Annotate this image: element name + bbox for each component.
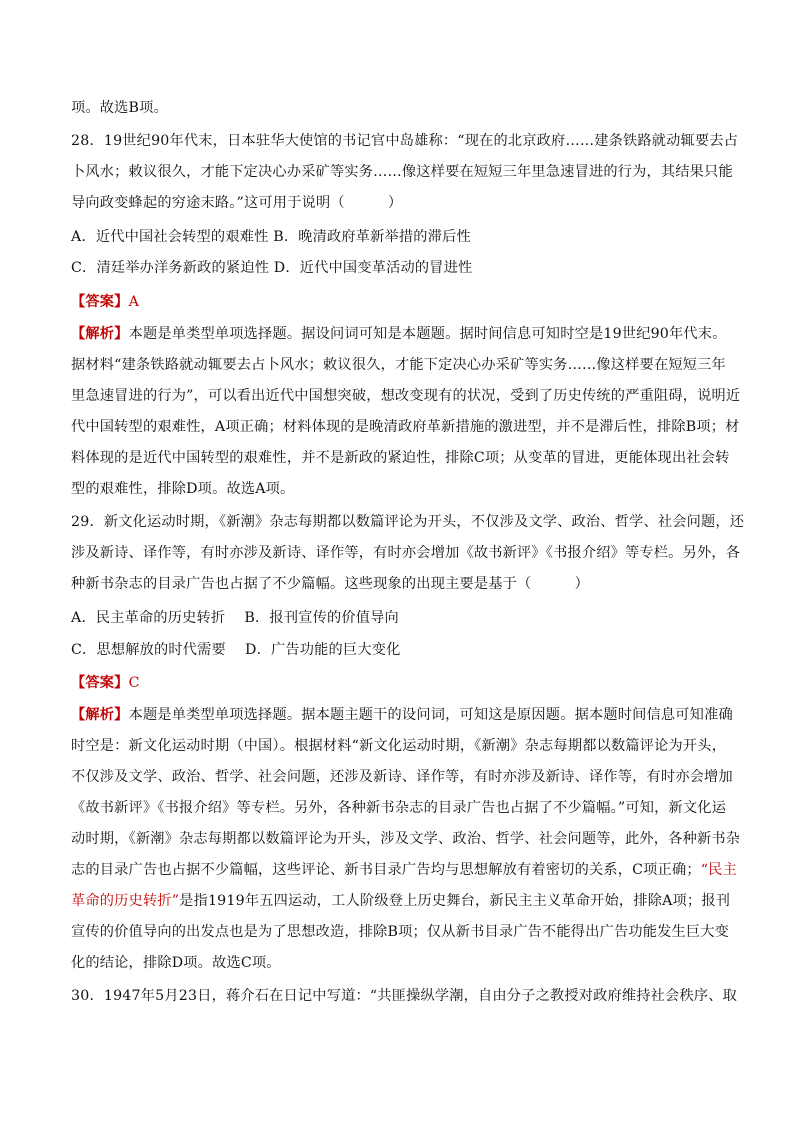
highlighted-quote: 革命的历史转折” <box>71 893 180 909</box>
analysis-text: 是指1919年五四运动，工人阶级登上历史舞台，新民主主义革命开始，排除A项；报刊 <box>179 893 731 909</box>
analysis-28 <box>71 324 727 344</box>
answer-value: A <box>128 294 140 310</box>
question-28-options: A．近代中国社会转型的艰难性 B．晚清政府革新举措的滞后性 <box>71 229 471 245</box>
question-28-stem: 卜风水；敕议很久，才能下定决心办采矿等实务……像这样要在短短三年里急速冒进的行为，其结果只能 <box>71 164 733 180</box>
analysis-28: 型的艰难性，排除D项。故选A项。 <box>71 481 295 497</box>
answer-value: C <box>128 675 140 691</box>
analysis-29: 不仅涉及文学、政治、哲学、社会问题，还涉及新诗、译作等，有时亦涉及新诗、译作等，有时亦会增加 <box>71 769 733 785</box>
analysis-28: 据材料“建条铁路就动辄要去占卜风水；敕议很久，才能下定决心办采矿等实务……像这样要在短短三年 <box>71 357 726 373</box>
analysis-28: 代中国转型的艰难性，A项正确；材料体现的是晚清政府革新措施的激进型，并不是滞后性，排除B项；材 <box>71 419 740 435</box>
highlighted-quote: “民主 <box>700 862 737 878</box>
question-29-options: A．民主革命的历史转折 B．报刊宣传的价值导向 <box>71 610 399 626</box>
question-30-stem: 30．1947年5月23日，蒋介石在日记中写道：“共匪操纵学潮，自由分子之教授对政府维持社会秩序、取 <box>71 988 737 1004</box>
analysis-text: 志的目录广告也占据不少篇幅，这些评论、新书目录广告均与思想解放有着密切的关系，C项正确； <box>71 862 701 878</box>
text-line: 项。故选B项。 <box>71 100 168 116</box>
analysis-29 <box>71 705 733 725</box>
answer-label: 【答案】 <box>71 294 129 310</box>
answer-28 <box>71 292 139 312</box>
analysis-29 <box>71 860 737 880</box>
analysis-28: 料体现的是近代中国转型的艰难性，并不是新政的紧迫性，排除C项；从变革的冒进，更能体现出社会转 <box>71 450 730 466</box>
question-28-stem: 28．19世纪90年代末，日本驻华大使馆的书记官中岛雄称：“现在的北京政府……建条铁路就动辄要去占 <box>71 133 739 149</box>
question-29-stem: 29．新文化运动时期，《新潮》杂志每期都以数篇评论为开头，不仅涉及文学、政治、哲学、社会问题，还 <box>71 514 745 530</box>
question-28-stem: 导向政变蜂起的穷途末路。”这可用于说明（ ） <box>71 195 403 211</box>
question-28-options: C．清廷举办洋务新政的紧迫性 D．近代中国变革活动的冒进性 <box>71 260 473 276</box>
analysis-29 <box>71 891 731 911</box>
analysis-29: 《故书新评》《书报介绍》等专栏。另外，各种新书杂志的目录广告也占据了不少篇幅。”可知，新文化运 <box>71 800 727 816</box>
analysis-29: 动时期，《新潮》杂志每期都以数篇评论为开头，涉及文学、政治、哲学、社会问题等，此外，各种新书杂 <box>71 831 741 847</box>
question-29-stem: 涉及新诗、译作等，有时亦涉及新诗、译作等，有时亦会增加《故书新评》《书报介绍》等专栏。另外，各 <box>71 545 741 561</box>
analysis-label: 【解析】 <box>71 707 129 723</box>
analysis-text: 本题是单类型单项选择题。据设问词可知是本题题。据时间信息可知时空是19世纪90年代末。 <box>128 326 727 342</box>
answer-label: 【答案】 <box>71 675 129 691</box>
analysis-28: 里急速冒进的行为”，可以看出近代中国想突破，想改变现有的状况，受到了历史传统的严重阻碍，说明近 <box>71 388 741 404</box>
analysis-29: 宣传的价值导向的出发点也是为了思想改造，排除B项；仅从新书目录广告不能得出广告功能发生巨大变 <box>71 924 730 940</box>
analysis-29: 时空是：新文化运动时期（中国）。根据材料“新文化运动时期，《新潮》杂志每期都以数篇评论为开头， <box>71 738 727 754</box>
analysis-label: 【解析】 <box>71 326 129 342</box>
question-29-options: C．思想解放的时代需要 D．广告功能的巨大变化 <box>71 642 401 658</box>
answer-29 <box>71 673 140 693</box>
question-29-stem: 种新书杂志的目录广告也占据了不少篇幅。这些现象的出现主要是基于（ ） <box>71 576 589 592</box>
analysis-text: 本题是单类型单项选择题。据本题主题干的设问词，可知这是原因题。据本题时间信息可知准确 <box>128 707 733 723</box>
analysis-29: 化的结论，排除D项。故选C项。 <box>71 955 281 971</box>
